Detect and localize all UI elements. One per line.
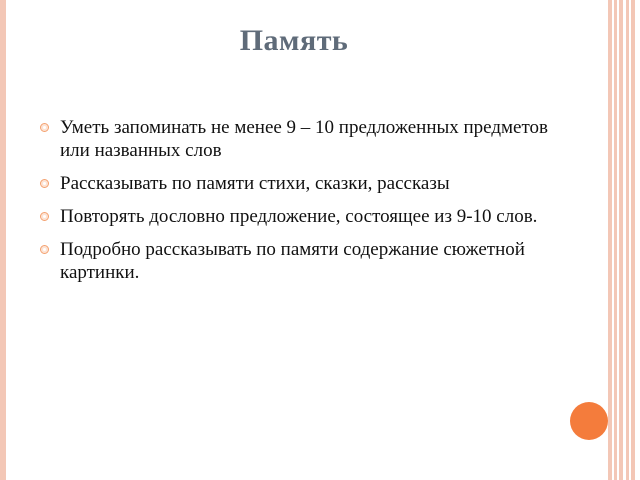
slide-title: Память: [239, 24, 349, 57]
right-border-stripe: [626, 0, 629, 480]
bullet-text: Повторять дословно предложение, состоящее из 9-10 слов.: [60, 206, 538, 227]
right-border-stripe: [608, 0, 612, 480]
bullet-item: [40, 116, 560, 162]
bullet-text: Рассказывать по памяти стихи, сказки, рассказы: [60, 173, 450, 194]
right-border-stripe: [619, 0, 623, 480]
bullet-dot-icon: [40, 245, 49, 254]
bullet-item: [40, 205, 560, 228]
bullet-dot-icon: [40, 179, 49, 188]
bullet-dot-icon: [40, 212, 49, 221]
decorative-circle-icon: [570, 402, 608, 440]
bullet-item: [40, 172, 560, 195]
bullet-list: [40, 116, 560, 294]
bullet-text: Уметь запоминать не менее 9 – 10 предложенных предметов или названных слов: [60, 117, 548, 161]
right-border-stripe: [631, 0, 635, 480]
left-border-stripe: [0, 0, 6, 480]
bullet-dot-icon: [40, 123, 49, 132]
bullet-text: Подробно рассказывать по памяти содержание сюжетной картинки.: [60, 239, 525, 283]
bullet-item: [40, 238, 560, 284]
right-border-stripe: [614, 0, 617, 480]
